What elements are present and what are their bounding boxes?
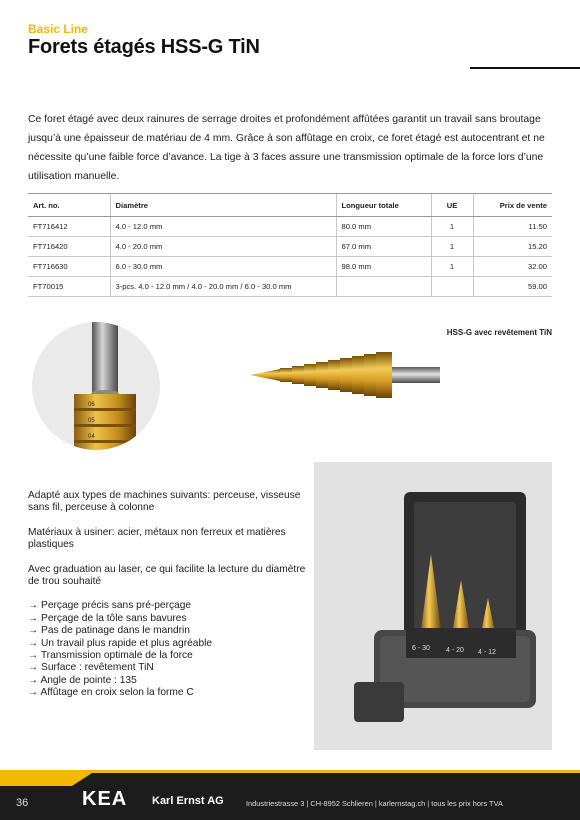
page-number: 36	[16, 797, 29, 809]
intro-text: Ce foret étagé avec deux rainures de serrage droites et profondément affûtées garantit un travail sans broutage jusqu’à une épaisseur de matériau de 4 mm. Grâce à son affûtage en croix, ce foret étagé est autocentrant et ne nécessite qu’une faible force d’avance. La tige à 3 faces assure une transmission optimale de la force lors d’une utilisation manuelle.	[28, 114, 545, 182]
cell-ue: 1	[431, 237, 473, 257]
cell-price: 32.00	[473, 257, 552, 277]
table-row	[28, 277, 552, 297]
table-row	[28, 257, 552, 277]
case-set-image	[314, 462, 552, 750]
col-header-art-no: Art. no.	[28, 194, 110, 217]
cell-price: 59.00	[473, 277, 552, 297]
cell-diameter: 4.0 - 12.0 mm	[110, 217, 336, 237]
cell-art-no: FT716420	[28, 237, 110, 257]
cell-art-no: FT716630	[28, 257, 110, 277]
cell-price: 15.20	[473, 237, 552, 257]
cell-length	[336, 277, 431, 297]
feature-bullet: → Surface : revêtement TiN	[28, 662, 154, 674]
feature-bullet: → Affûtage en croix selon la forme C	[28, 687, 194, 699]
cell-ue: 1	[431, 217, 473, 237]
company-logo-text: Karl Ernst AG	[152, 795, 224, 807]
cell-length: 67.0 mm	[336, 237, 431, 257]
table-header-row	[28, 194, 552, 217]
cell-art-no: FT70015	[28, 277, 110, 297]
case-label: 6 - 30	[412, 645, 430, 652]
kea-logo: KEA	[82, 788, 128, 810]
feature-bullet: → Perçage précis sans pré-perçage	[28, 600, 192, 612]
feature-bullet: → Angle de pointe : 135	[28, 674, 137, 686]
cell-diameter: 3-pcs. 4.0 - 12.0 mm / 4.0 - 20.0 mm / 6.0 - 30.0 mm	[110, 277, 336, 297]
drill-marking: 05	[88, 418, 95, 424]
col-header-length: Longueur totale	[336, 194, 431, 217]
feature-paragraph: Avec graduation au laser, ce qui facilite la lecture du diamètre de trou souhaité	[28, 563, 306, 588]
feature-list	[28, 600, 314, 699]
case-label: 4 - 12	[478, 649, 496, 656]
case-label: 4 - 20	[446, 647, 464, 654]
col-header-price: Prix de vente	[473, 194, 552, 217]
page-title: Forets étagés HSS-G TiN	[28, 36, 260, 58]
feature-bullet: → Transmission optimale de la force	[28, 650, 193, 662]
title-rule	[470, 67, 580, 69]
feature-bullet: → Un travail plus rapide et plus agréable	[28, 637, 213, 649]
drill-closeup-image	[32, 322, 160, 450]
drill-marking: 04	[88, 434, 95, 440]
col-header-ue: UE	[431, 194, 473, 217]
feature-paragraph: Adapté aux types de machines suivants: perceuse, visseuse sans fil, perceuse à colonne	[28, 490, 301, 514]
feature-bullet: → Pas de patinage dans le mandrin	[28, 625, 190, 637]
cell-ue: 1	[431, 257, 473, 277]
photo-caption: HSS-G avec revêtement TiN	[446, 328, 552, 337]
table-row	[28, 217, 552, 237]
cell-diameter: 4.0 - 20.0 mm	[110, 237, 336, 257]
col-header-diameter: Diamètre	[110, 194, 336, 217]
step-drill-image	[240, 345, 440, 405]
cell-length: 80.0 mm	[336, 217, 431, 237]
features-section	[28, 490, 314, 700]
product-table	[28, 193, 552, 297]
brand-label: Basic Line	[28, 22, 89, 36]
cell-length: 98.0 mm	[336, 257, 431, 277]
cell-art-no: FT716412	[28, 217, 110, 237]
drill-marking: 06	[88, 402, 95, 408]
feature-bullet: → Perçage de la tôle sans bavures	[28, 612, 187, 624]
cell-price: 11.50	[473, 217, 552, 237]
cell-diameter: 6.0 - 30.0 mm	[110, 257, 336, 277]
cell-ue	[431, 277, 473, 297]
footer-address: Industriestrasse 3 | CH-8952 Schlieren | karlernstag.ch | tous les prix hors TVA	[246, 799, 503, 808]
feature-paragraph: Matériaux à usiner: acier, métaux non ferreux et matières plastiques	[28, 526, 286, 551]
table-row	[28, 237, 552, 257]
